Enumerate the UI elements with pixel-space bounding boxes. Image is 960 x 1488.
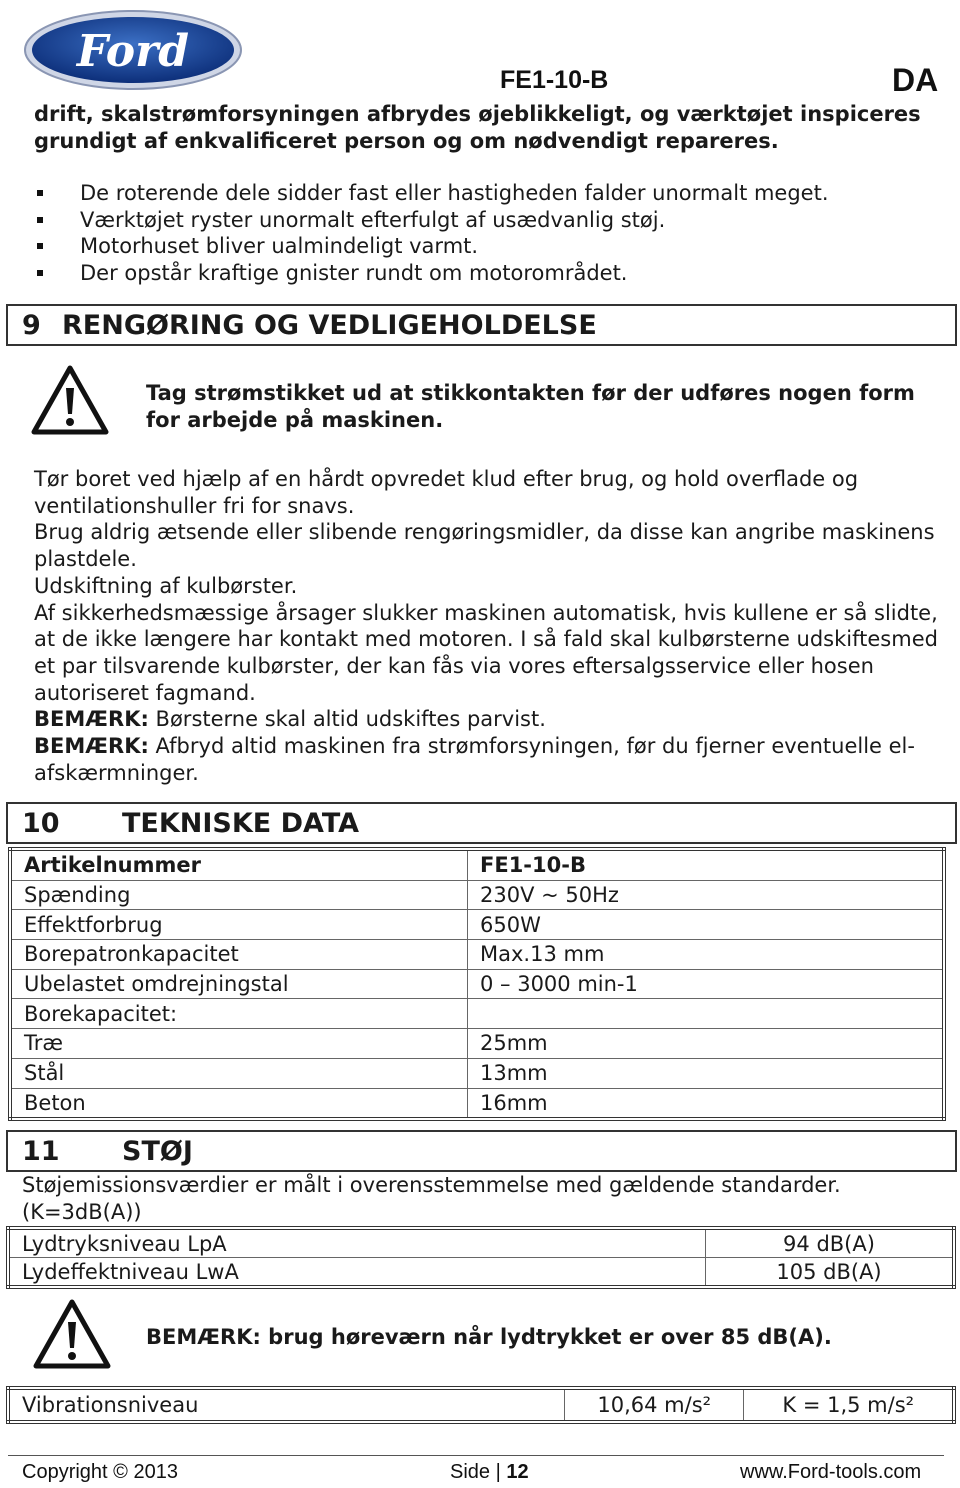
fault-list bbox=[34, 180, 829, 287]
table-row bbox=[10, 999, 944, 1029]
section-number: 9 bbox=[22, 310, 41, 341]
noise-value: 105 dB(A) bbox=[706, 1258, 955, 1288]
section-title: TEKNISKE DATA bbox=[122, 808, 360, 839]
noise-table bbox=[6, 1226, 956, 1289]
paragraph: Af sikkerhedsmæssige årsager slukker maskinen automatisk, hvis kullene er så slidte, at de ikke længere har kontakt med motoren. I så fald skal kulbørsterne udskiftesmed et par tilsvarende kulbørster, der kan fås via vores eftersalgsservice eller hosen autoriseret fagmand. bbox=[34, 600, 938, 705]
list-item: Der opstår kraftige gnister rundt om motorområdet. bbox=[34, 260, 829, 287]
vibration-uncertainty: K = 1,5 m/s² bbox=[744, 1388, 954, 1422]
noise-label: Lydeffektniveau LwA bbox=[8, 1258, 706, 1288]
table-row bbox=[10, 969, 944, 999]
table-row bbox=[10, 849, 944, 880]
language-code: DA bbox=[892, 62, 939, 98]
spec-value: 16mm bbox=[468, 1088, 945, 1119]
page-label: Side | bbox=[450, 1461, 507, 1483]
spec-label: Stål bbox=[10, 1058, 468, 1088]
spec-value: 13mm bbox=[468, 1058, 945, 1088]
list-item: Motorhuset bliver ualmindeligt varmt. bbox=[34, 233, 829, 260]
paragraph: Udskiftning af kulbørster. bbox=[34, 573, 298, 598]
page-number bbox=[450, 1461, 529, 1484]
table-row bbox=[10, 910, 944, 940]
noise-label: Lydtryksniveau LpA bbox=[8, 1228, 706, 1258]
section-9-heading bbox=[6, 304, 957, 346]
table-row bbox=[10, 940, 944, 970]
warning-icon bbox=[32, 1298, 112, 1370]
table-row bbox=[10, 1088, 944, 1119]
table-row bbox=[10, 1058, 944, 1088]
note-paragraph bbox=[34, 706, 944, 733]
spec-label: Ubelastet omdrejningstal bbox=[10, 969, 468, 999]
noise-value: 94 dB(A) bbox=[706, 1228, 955, 1258]
footer-divider bbox=[8, 1455, 944, 1456]
paragraph: Tør boret ved hjælp af en hårdt opvredet klud efter brug, og hold overflade og ventilationshuller fri for snavs. bbox=[34, 467, 859, 518]
spec-value: 25mm bbox=[468, 1029, 945, 1059]
section-title: RENGØRING OG VEDLIGEHOLDELSE bbox=[62, 310, 597, 341]
spec-value: FE1-10-B bbox=[468, 849, 945, 880]
spec-label: Spænding bbox=[10, 880, 468, 910]
note-paragraph bbox=[34, 733, 944, 786]
section-number: 11 bbox=[22, 1136, 60, 1167]
spec-label: Borepatronkapacitet bbox=[10, 940, 468, 970]
maintenance-text bbox=[34, 466, 944, 786]
spec-label: Artikelnummer bbox=[10, 849, 468, 880]
warning-icon bbox=[30, 364, 110, 436]
website-link[interactable]: www.Ford-tools.com bbox=[740, 1461, 922, 1483]
unplug-warning: Tag strømstikket ud at stikkontakten før der udføres nogen form for arbejde på maskinen. bbox=[146, 381, 915, 432]
spec-label: Effektforbrug bbox=[10, 910, 468, 940]
spec-value bbox=[468, 999, 945, 1029]
ford-logo bbox=[22, 8, 244, 92]
copyright: Copyright © 2013 bbox=[22, 1461, 178, 1483]
spec-label: Beton bbox=[10, 1088, 468, 1119]
section-title: STØJ bbox=[122, 1136, 193, 1167]
note-text: Børsterne skal altid udskiftes parvist. bbox=[148, 707, 546, 732]
table-row bbox=[10, 880, 944, 910]
table-row bbox=[8, 1228, 954, 1258]
table-row bbox=[8, 1258, 954, 1288]
vibration-label: Vibrationsniveau bbox=[8, 1388, 565, 1422]
page-value: 12 bbox=[506, 1461, 529, 1483]
table-row bbox=[10, 1029, 944, 1059]
list-item: Værktøjet ryster unormalt efterfulgt af usædvanlig støj. bbox=[34, 207, 829, 234]
note-label: BEMÆRK: bbox=[34, 734, 149, 759]
hearing-protection-warning: BEMÆRK: brug høreværn når lydtrykket er over 85 dB(A). bbox=[146, 1325, 832, 1349]
spec-value: 650W bbox=[468, 910, 945, 940]
table-row bbox=[8, 1388, 954, 1422]
section-10-heading bbox=[6, 802, 957, 844]
paragraph: Brug aldrig ætsende eller slibende rengøringsmidler, da disse kan angribe maskinens plastdele. bbox=[34, 520, 935, 572]
intro-paragraph: drift, skalstrømforsyningen afbrydes øjeblikkeligt, og værktøjet inspiceres grundigt af enkvalificeret person og om nødvendigt repareres. bbox=[34, 102, 921, 153]
note-text: Afbryd altid maskinen fra strømforsyningen, før du fjerner eventuelle el-afskærmninger. bbox=[34, 734, 915, 785]
vibration-table bbox=[6, 1386, 956, 1424]
spec-value: 230V ~ 50Hz bbox=[468, 880, 945, 910]
spec-label: Træ bbox=[10, 1029, 468, 1059]
noise-intro: Støjemissionsværdier er målt i overensstemmelse med gældende standarder. (K=3dB(A)) bbox=[22, 1173, 841, 1224]
vibration-value: 10,64 m/s² bbox=[565, 1388, 744, 1422]
spec-value: 0 – 3000 min-1 bbox=[468, 969, 945, 999]
section-number: 10 bbox=[22, 808, 60, 839]
spec-label: Borekapacitet: bbox=[10, 999, 468, 1029]
list-item: De roterende dele sidder fast eller hastigheden falder unormalt meget. bbox=[34, 180, 829, 207]
svg-text:Ford: Ford bbox=[76, 26, 190, 77]
section-11-heading bbox=[6, 1130, 957, 1172]
model-header: FE1-10-B bbox=[500, 66, 609, 94]
technical-data-table bbox=[8, 847, 946, 1121]
spec-value: Max.13 mm bbox=[468, 940, 945, 970]
note-label: BEMÆRK: bbox=[34, 707, 149, 732]
